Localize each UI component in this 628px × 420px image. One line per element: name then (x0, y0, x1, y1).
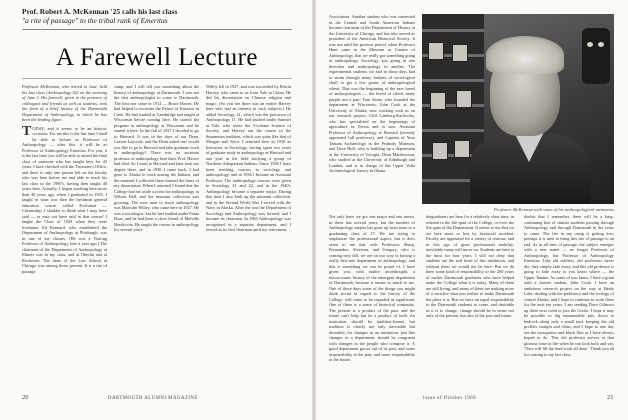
body-text: Willey left in 1927, and was succeeded by Edwin Harvey, who came to us from Yale in China. He did his dissertation on Chinese religion and magic. (So you see there was an earlier Harvey here who had an interest in such subjects.) He added Sociology 21, which was the precursor of Anthropology 11. He had studied under Sumner at Yale, who wrote the 3-volume Science of Society, and Harvey ran the course in the Sumnerian tradition, which was quite like that of Morgan and Tylor. I returned here in 1930 as Instructor in Sociology, having spent two years of graduate study in anthropology at Harvard and one year in the field studying a group of Northern Athapaskan Indians. Since 1930 I have been teaching courses in sociology and anthropology, and in 1936 I became an Assistant Professor. The anthropology courses were given in Sociology 21 and 22, and in the 1940's Anthropology became a separate major. During this time I also built up the museum collection, and in the Second World War I served with the Navy in Alaska. After the war the Department of Sociology and Anthropology was formed, and I became its chairman. In 1963 Anthropology was recognized as a separate department, and I served as its first chairman until my retirement. (206, 84, 291, 232)
intro-paragraph: Professor McKennan, who retired in June, held his last class (Anthropology 62) on the morning of June 3. His farewell, given in the presence of colleagues and friends as well as students, took the form of a brief history of the Dartmouth Department of Anthropology, in which he has been the leading figure. (22, 84, 107, 122)
body-text: ODAY, and it seems to be an historic occasion. For me this is the last time I shall be able to lecture as Professor of Anthropology — after this, it will be as Professor of Anthropology Emeritus. For you, it is the last time you will be able to attend the final class of someone who has taught here for 43 years. I have checked with the Treasurer's Office, and there is only one person left on the faculty who was here before me and able to teach his last class in the 1990's, having then taught 40 years here. Actually, I began teaching here more than 40 years ago, when I graduated in 1925. I taught in what was then the freshman general education course called Evolution — Citizenship. I shudder to think what I may have said — or may not have said in that course! I taught the Class of 1929 when they were freshmen. Ed Kennard, who established the Department of Anthropology at Pittsburgh, was in one of my classes. (He was a Visiting Professor of Anthropology here a year ago.) The chairman of the Department of Anthropology at Illinois was in my class, and at Oberlin and at Rochester. The dean of the Law School at Chicago was among those present. It is a rite of passage. (22, 125, 107, 274)
title-rule (22, 78, 292, 79)
photo-caption: Professor McKennan with some of his anthropological mementos. (493, 207, 615, 212)
top-rule (22, 29, 292, 30)
left-column-1 (22, 84, 107, 389)
right-column-3 (426, 214, 514, 389)
left-column-2 (114, 84, 199, 389)
kicker-line-2: "a rite of passage" to the tribal rank of Emeritus (22, 16, 168, 25)
right-column-2 (329, 214, 415, 389)
body-text: camp, and I will tell you something about the history of anthropology at Dartmouth. I was not the first anthropologist to come to Dartmouth. The first one came in 1914 — Bruce Hawes. He had helped to excavate the Palace of Knossos in Crete. He had studied at Cambridge and taught at Wisconsin before coming here. He started the program in anthropology at Wisconsin and he started it here. In the fall of 1927 I decided to go to Harvard. It was in the days of our Dean, Craven Laycock, and the Dean asked me: would you like to go to Harvard and take graduate work in anthropology? There was no assistant professor of anthropology here then. Prof. Hawes had died. So I went to Harvard and later took my degree there, and in 1930 I came back. I had gone to Alaska to work among the Indians, and the material I collected there formed the basis of my dissertation. When I returned I found that the College had set aside a room for anthropology in Wilson Hall, and the museum collection was growing. The next man to teach anthropology was Malcolm Willey, who came here in 1927. He was a sociologist, but he had studied under Franz Boas, and he had been a close friend of Melville Herskovits. He taught the course in anthropology for several years. (114, 84, 199, 232)
right-column-1 (329, 14, 415, 209)
body-text: Association. Another student who was interested in the Central and South American Indians became chairman of the Department of History at the University of Chicago, and has also served as president of the American Historical Society. It was not until the postwar period, when Professor Hunt came to the Museum as Curator of Anthropology, that we really got something going in anthropology. Sociology was going in one direction and anthropology in another. The experimental students we had in those days had to strain through many baskets of sociological chaff to get a few grains of anthropological wheat. That was the beginning of the new breed of anthropologists — the breed of which many people are a part: Tom Stone, who founded the department at Wisconsin; John Cook at the University of Alaska, now working with us on our research project; Cliff Lamberg-Karlovsky, who has specialized on the beginnings of agriculture in Persia and is now Assistant Professor of Anthropology at Harvard (recently appointed full professor), and Captain of Your Tantam Archaeology in the Peabody Museum; and Dave Hull, who is building up a department at the University of Georgia; Dean Matthewson, who studied at the University of Edinburgh and London, and is in charge of the Upper Volta Archaeological Survey in Ghana. (329, 14, 415, 173)
left-page (0, 0, 313, 420)
drop-cap: T (22, 123, 32, 139)
body-paragraph (22, 123, 107, 275)
magazine-footer: DARTMOUTH ALUMNI MAGAZINE (108, 396, 198, 401)
portrait-photo (422, 14, 614, 204)
page-number: 20 (22, 394, 29, 401)
figure-hair (486, 36, 564, 74)
left-column-3 (206, 84, 291, 389)
article-title: A Farewell Lecture (56, 44, 258, 71)
carved-mask (582, 28, 610, 84)
body-text: Not only have we got one major and one minor, in these last several years, but the number of Anthropology majors has gone up from none to a graduating class of 27. We are trying to emphasize the professional aspect, but it does seem to me that with Professors Sharp, Fermandez, Alverson, and Gregory, who is coming next fall, we are on our way to having a really first-rate department of anthropology, and this is something we can be proud of. I have given you, with malice aforethought, a microcosmic history of the emergent department of Dartmouth, because it means so much to me. One of these days some of the things you might think trivial in regard to the history of the College, will come to be regarded as significant. One of these is a sense of historical continuity. The present is a product of the past, and the future can't help but be a product of both. An institution should be tradition-bound, but tradition is clearly not only inevitable but desirable; for changes in an institution, just like changes in a department, should be congruent with changes in the people who compose it. A good department grows out of its past, and some responsibility to the past, and some responsibility to the future. (329, 214, 415, 362)
body-text: doubts that I remember, there will be a long-continuing line of similar students passing through Anthropology and through Dartmouth in the years to come. The fire in my camp is getting low; perhaps it is time to bring this rite of passage to an end. As in all rites of passage, the subject emerges with a new name — no longer Professor of Anthropology, but Professor of Anthropology Emeritus. Like old soldiers, old professors never die, they simply fade away, and this old professor is going to fade away to you know where — the Upper Tanana. As some of you know, I have a grant with a former student, John Cook. I have an ambitious research project on the way at Healy Lake, dealing with the prehistory and the ecology of central Alaska, and I hope to continue to work there for the next ten years. I am sending Dave Gilmour up there next week to join the Cooks. I hope it may be possible to dig innumerable pits, down to bedrock along only a small trail, keeping the old profiles straight and clean, and I hope to one day see the mosquitoes and black flies as I have always hoped to do. This old professor arrives at that glorious time in life when he can look back and say, 'They will fill the hard work all done.' Thank you all for coming to my last class. (524, 214, 614, 357)
issue-footer: Issue of October 1969 (423, 396, 476, 401)
right-column-4 (524, 214, 614, 389)
kicker (22, 7, 292, 25)
body-text: dergraduates are here for a relatively short time, in relation to the life span of the College, or even the life span of the Department. It seems to me that we are here more or less by historical accident. Faculty are appointed for a variety of reasons, and in this age of great professional mobility, inevitably many will move on. Students are here at the most for four years. I will not deny that students are the real heart of this institution, and without them we would not be here. But we do have some kind of responsibility to the 200 years of earlier Dartmouth graduates who have helped make the College what it is today. Many of them are still living, and many of them are making more of a sacrifice than you realize to make Dartmouth the place it is. But we have an equal responsibility to the Dartmouth students to come, and desirable as it is to change, change should be in terms not only of the present, but also of the past and future. (426, 214, 514, 318)
page-number: 21 (607, 394, 614, 401)
right-page (315, 0, 628, 420)
kicker-line-1: Prof. Robert A. McKennan '25 calls his last class (22, 7, 178, 16)
